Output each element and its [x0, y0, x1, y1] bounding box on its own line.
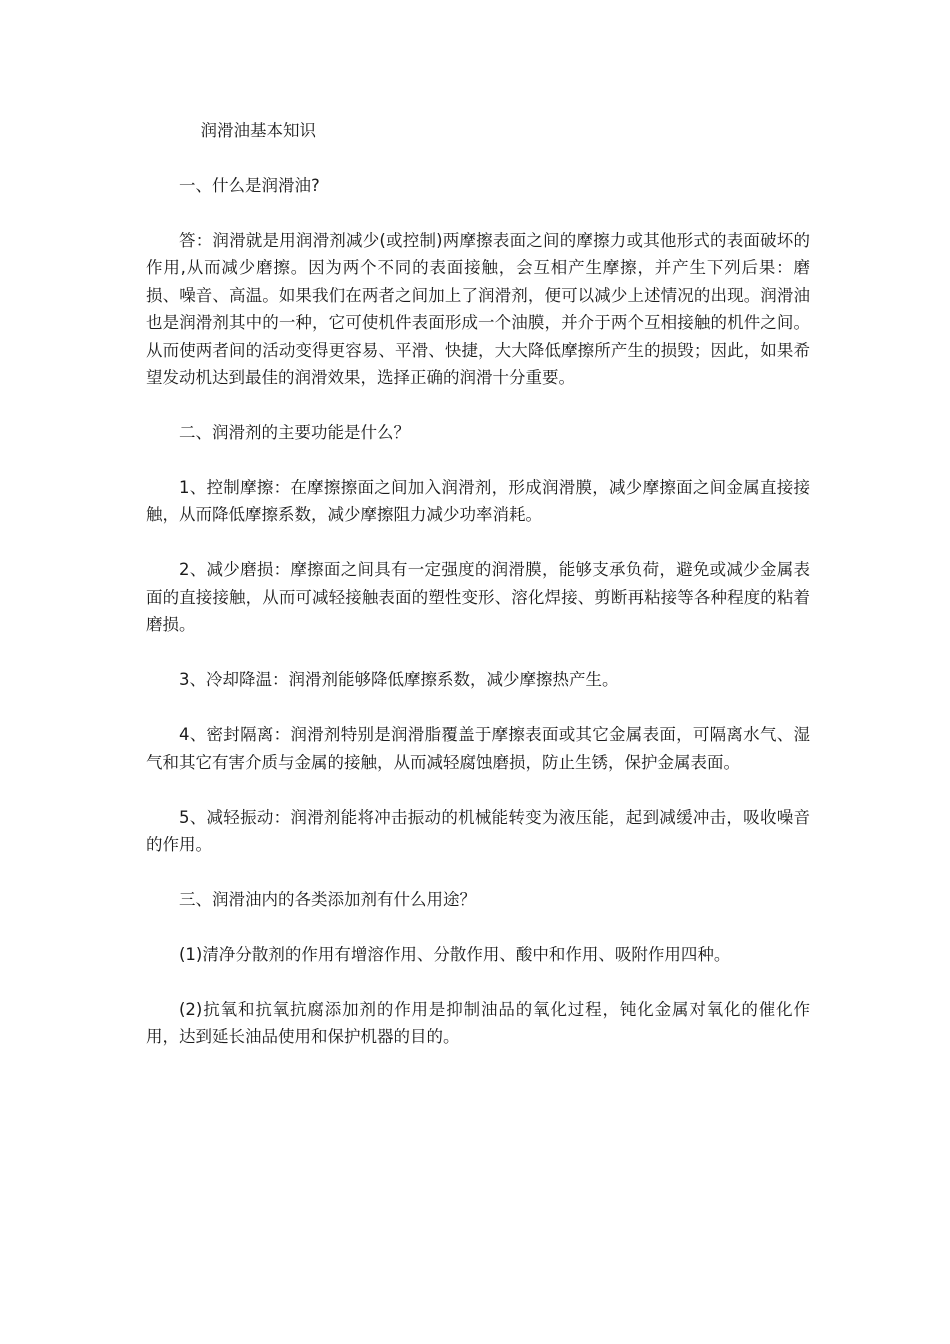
section-1-heading: 一、什么是润滑油?: [179, 176, 320, 195]
document-body: [146, 117, 810, 1078]
section-2-item-5: 5、减轻振动：润滑剂能将冲击振动的机械能转变为液压能，起到减缓冲击，吸收噪音的作用。: [146, 807, 810, 855]
section-3-item-1: (1)清净分散剂的作用有增溶作用、分散作用、酸中和作用、吸附作用四种。: [179, 945, 731, 965]
section-3-item-2: (2)抗氧和抗氧抗腐添加剂的作用是抑制油品的氧化过程，钝化金属对氧化的催化作用，达到延长油品使用和保护机器的目的。: [146, 1000, 810, 1047]
section-2-heading: 二、润滑剂的主要功能是什么？: [179, 423, 410, 443]
section-2-item-4: 4、密封隔离：润滑剂特别是润滑脂覆盖于摩擦表面或其它金属表面，可隔离水气、湿气和其它有害介质与金属的接触，从而减轻腐蚀磨损，防止生锈，保护金属表面。: [146, 725, 810, 772]
section-1-answer: 答：润滑就是用润滑剂减少(或控制)两摩擦表面之间的摩擦力或其他形式的表面破坏的作用,从而减少磨擦。因为两个不同的表面接触，会互相产生摩擦，并产生下列后果：磨损、噪音、高温。如果我们在两者之间加上了润滑剂，便可以减少上述情况的出现。润滑油也是润滑剂其中的一种，它可使机件表面形成一个油膜，并介于两个互相接触的机件之间。从而使两者间的活动变得更容易、平滑、快捷，大大降低摩擦所产生的损毁；因此，如果希望发动机达到最佳的润滑效果，选择正确的润滑十分重要。: [146, 231, 810, 388]
section-2-item-3: 3、冷却降温：润滑剂能够降低摩擦系数，减少摩擦热产生。: [179, 670, 619, 690]
section-2-item-1: 1、控制摩擦：在摩擦擦面之间加入润滑剂，形成润滑膜，减少摩擦面之间金属直接接触，从而降低摩擦系数，减少摩擦阻力减少功率消耗。: [146, 478, 810, 525]
section-2-item-2: 2、减少磨损：摩擦面之间具有一定强度的润滑膜，能够支承负荷，避免或减少金属表面的直接接触，从而可减轻接触表面的塑性变形、溶化焊接、剪断再粘接等各种程度的粘着磨损。: [146, 560, 810, 635]
document-title: 润滑油基本知识: [200, 121, 316, 140]
section-3-heading: 三、润滑油内的各类添加剂有什么用途？: [179, 890, 476, 910]
